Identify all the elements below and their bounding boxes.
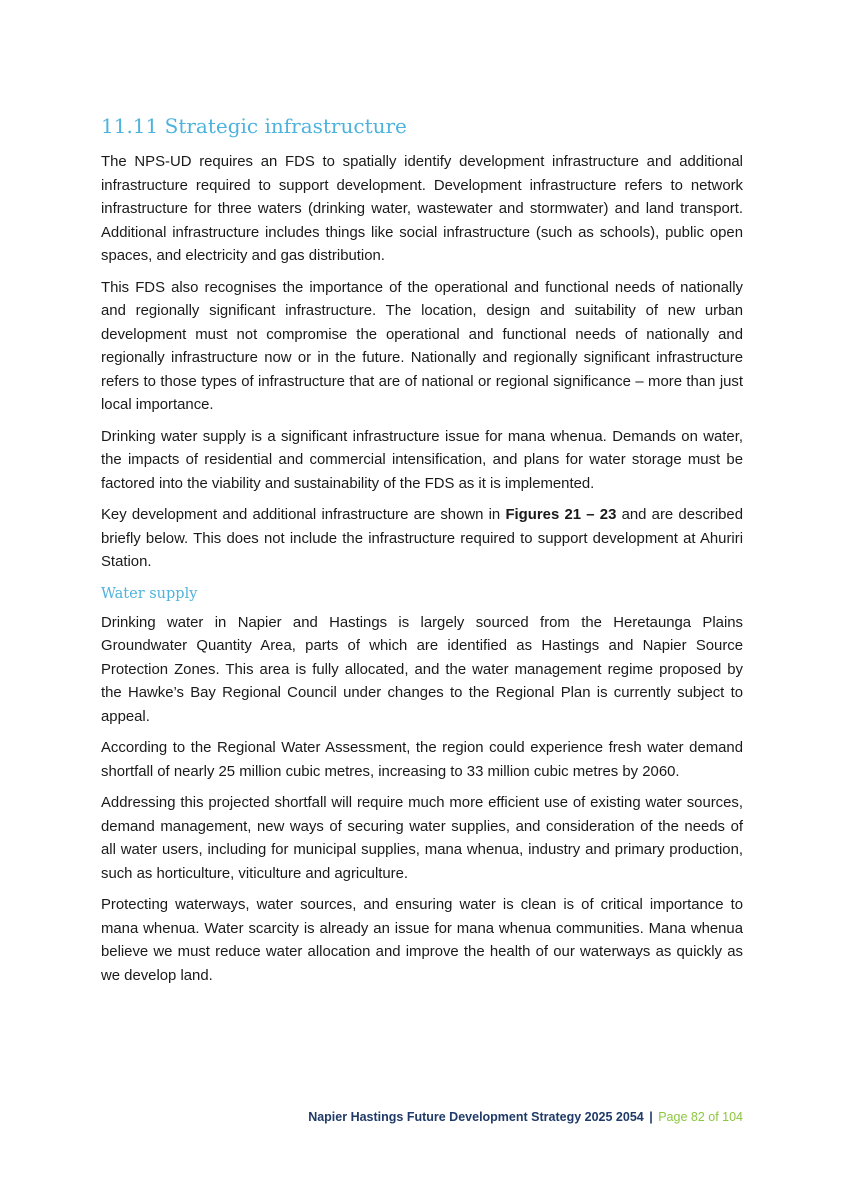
body-paragraph: This FDS also recognises the importance of the operational and functional needs of nationally and regionally significant infrastructure. The location, design and suitability of new urban development must not compromise the operational and functional needs of nationally and regionally infrastructure now or in the future. Nationally and regionally significant infrastructure refers to those types of infrastructure that are of national or regional significance – more than just local importance. — [101, 279, 743, 413]
page-footer — [308, 1108, 743, 1126]
paragraph-text: Key development and additional infrastructure are shown in — [101, 507, 506, 523]
page-number: Page 82 of 104 — [658, 1110, 743, 1124]
figures-reference: Figures 21 – 23 — [505, 507, 617, 523]
section-heading: 11.11 Strategic infrastructure — [101, 114, 407, 138]
page-content — [101, 112, 743, 996]
footer-separator: | — [649, 1110, 653, 1124]
body-paragraph: According to the Regional Water Assessment, the region could experience fresh water demand shortfall of nearly 25 million cubic metres, increasing to 33 million cubic metres by 2060. — [101, 740, 743, 780]
water-supply-heading: Water supply — [101, 585, 198, 602]
body-paragraph: Drinking water in Napier and Hastings is largely sourced from the Heretaunga Plains Groundwater Quantity Area, parts of which are identified as Hastings and Napier Source Protection Zones. This area is fully allocated, and the water management regime proposed by the Hawke’s Bay Regional Council under changes to the Regional Plan is currently subject to appeal. — [101, 614, 743, 725]
body-paragraph: Protecting waterways, water sources, and ensuring water is clean is of critical importance to mana whenua. Water scarcity is already an issue for mana whenua communities. Mana whenua believe we must reduce water allocation and improve the health of our waterways as quickly as we develop land. — [101, 897, 743, 984]
body-paragraph: Addressing this projected shortfall will require much more efficient use of existing water sources, demand management, new ways of securing water supplies, and consideration of the needs of all water users, including for municipal supplies, mana whenua, industry and primary production, such as horticulture, viticulture and agriculture. — [101, 795, 743, 882]
paragraph-text: and are described briefly below. This does not include the infrastructure required to support development at Ahuriri Station. — [101, 507, 743, 570]
figures-reference-paragraph — [101, 504, 743, 575]
document-name: Napier Hastings Future Development Strategy 2025 2054 — [308, 1110, 644, 1124]
body-paragraph: The NPS-UD requires an FDS to spatially identify development infrastructure and additional infrastructure required to support development. Development infrastructure refers to network infrastructure for three waters (drinking water, wastewater and stormwater) and land transport. Additional infrastructure includes things like social infrastructure (such as schools), public open spaces, and electricity and gas distribution. — [101, 154, 743, 264]
body-paragraph: Drinking water supply is a significant infrastructure issue for mana whenua. Demands on water, the impacts of residential and commercial intensification, and plans for water storage must be factored into the viability and sustainability of the FDS as it is implemented. — [101, 428, 743, 492]
